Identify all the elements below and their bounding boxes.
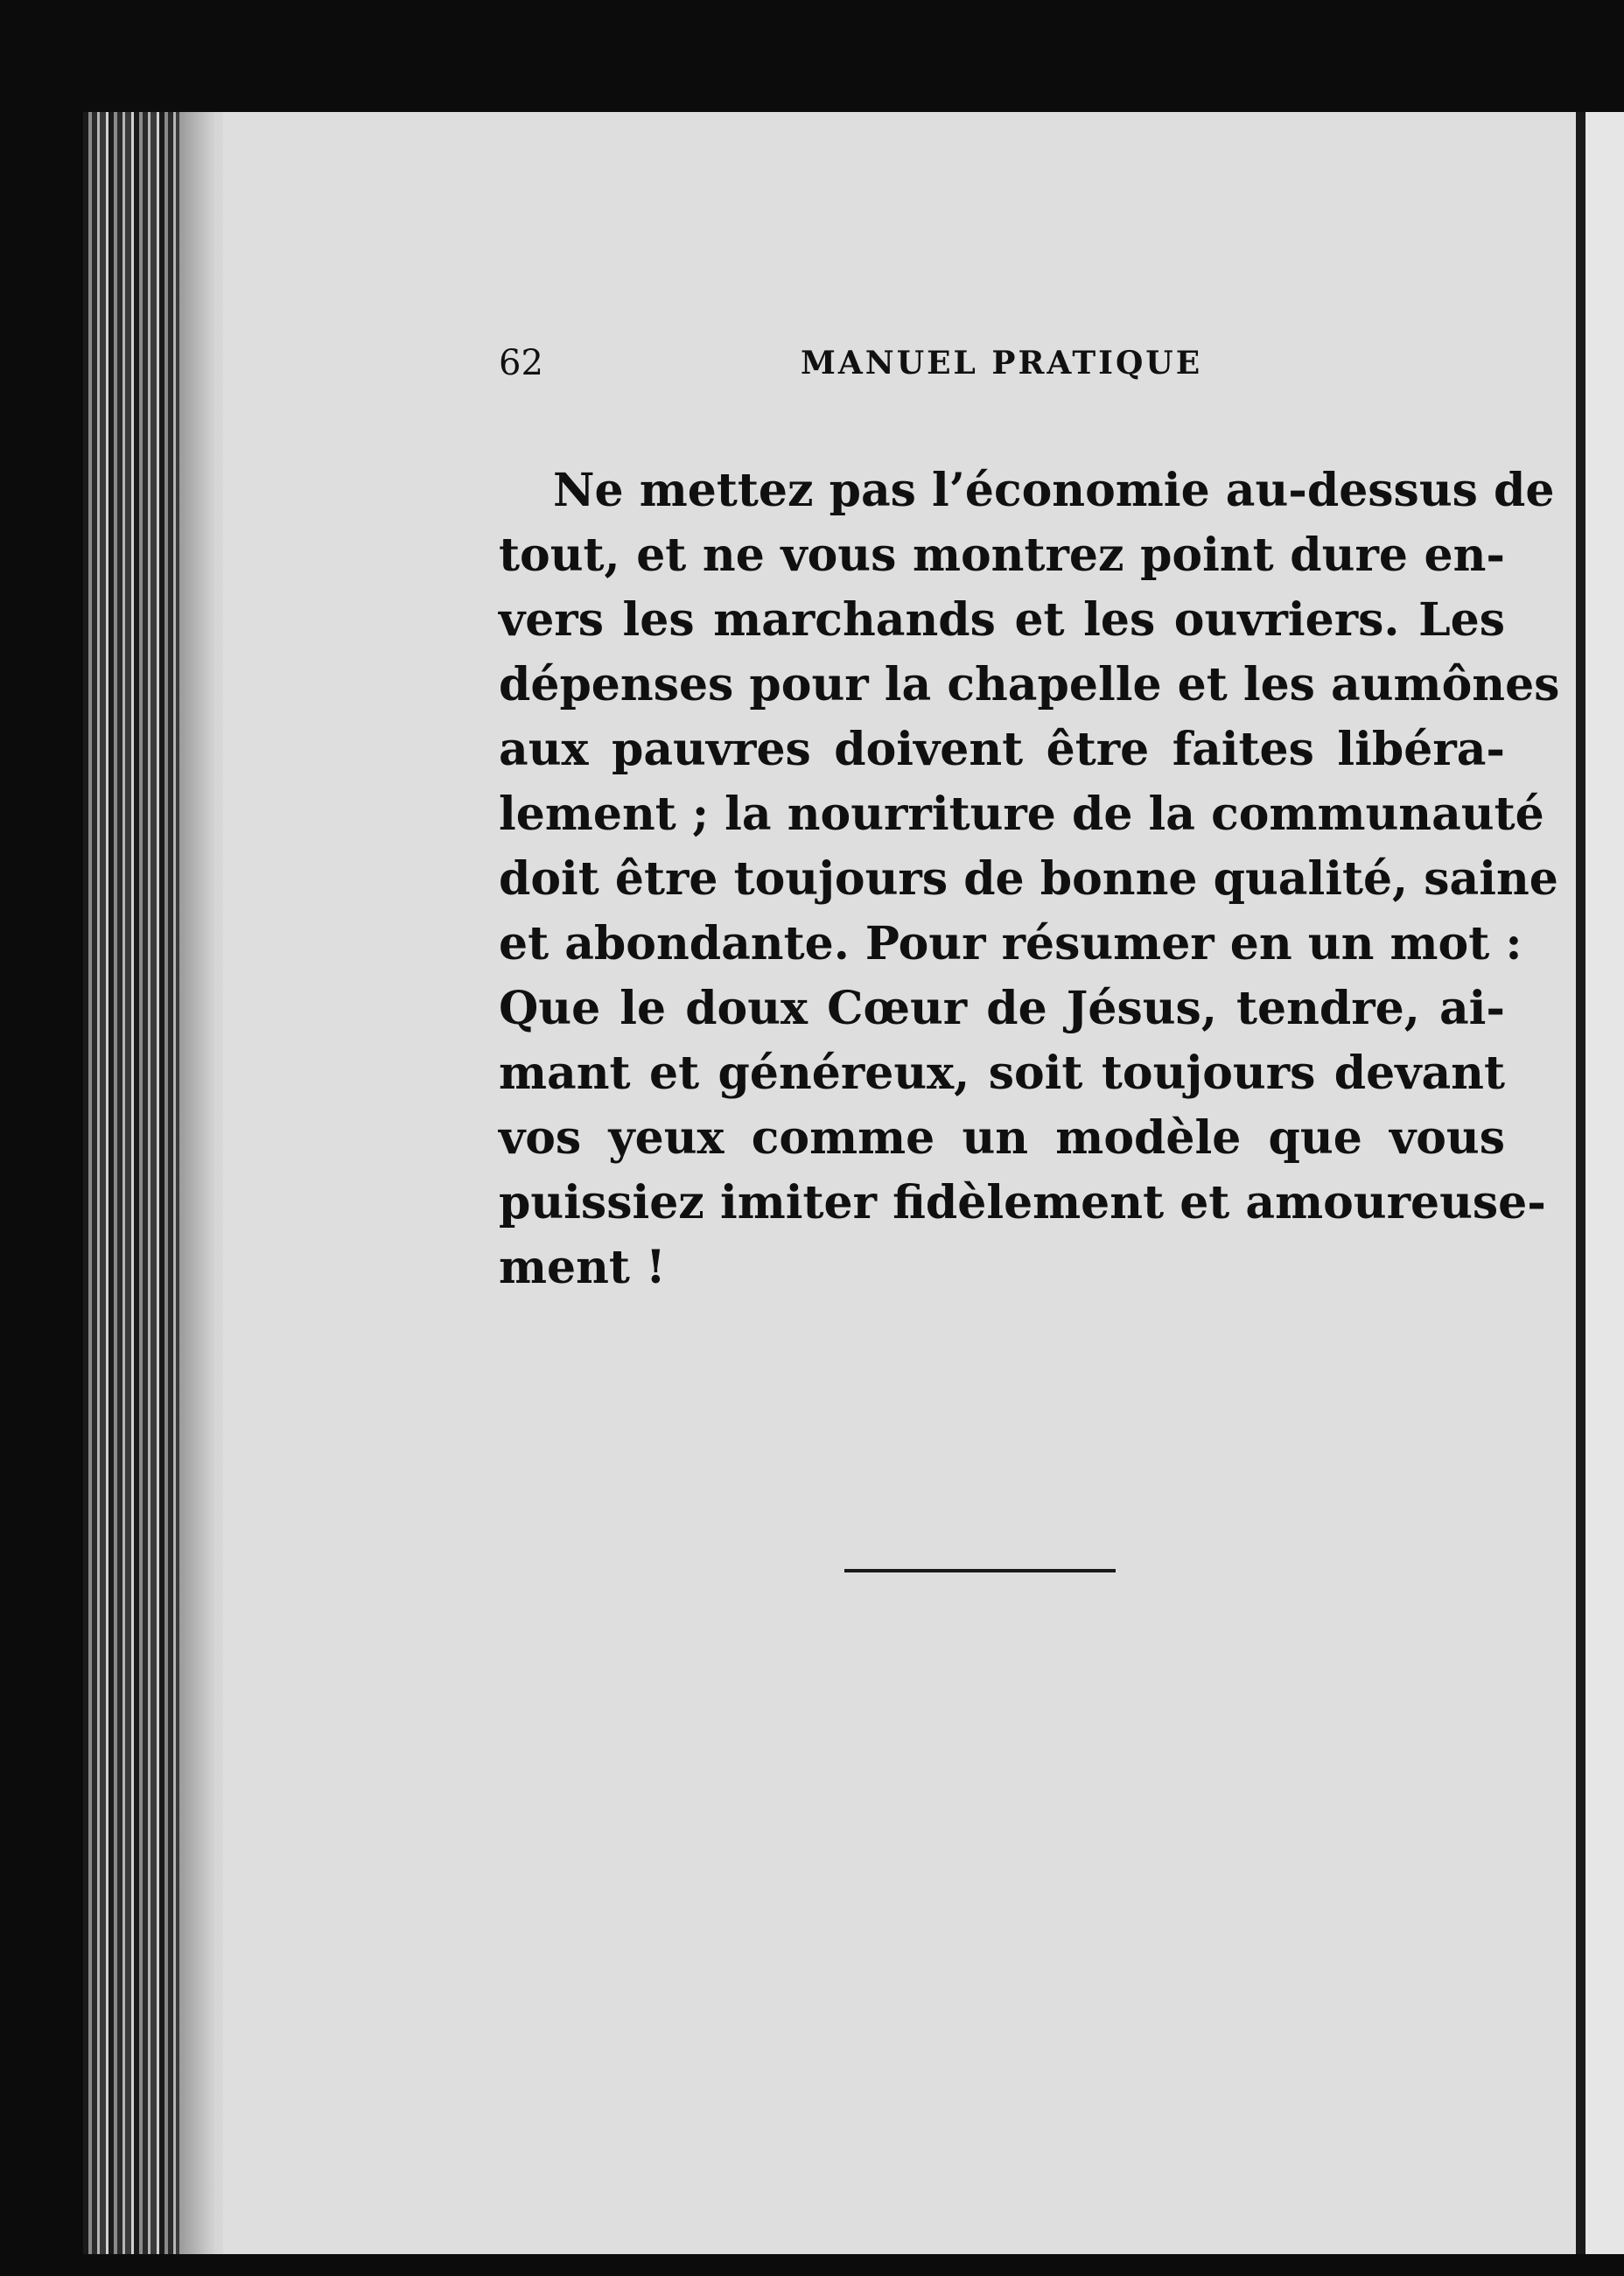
facing-page-edge <box>1586 112 1624 2254</box>
text-line: mant et généreux, soit toujours devant <box>499 1047 1505 1100</box>
text-line: lement ; la nourriture de la communauté <box>499 788 1544 841</box>
book-page-edges <box>83 112 241 2256</box>
text-line: Ne mettez pas l’économie au-dessus de <box>553 464 1555 517</box>
page-number: 62 <box>499 343 543 383</box>
running-title: MANUEL PRATIQUE <box>801 345 1203 382</box>
text-line: dépenses pour la chapelle et les aumônes <box>499 658 1560 711</box>
section-end-rule <box>844 1569 1116 1572</box>
text-line: vos yeux comme un modèle que vous <box>499 1111 1505 1165</box>
text-line: tout, et ne vous montrez point dure en- <box>499 529 1505 582</box>
scan-bottom-border <box>0 2254 1624 2276</box>
page-header <box>499 343 1269 396</box>
text-line: et abondante. Pour résumer en un mot : <box>499 917 1522 970</box>
text-line: ment ! <box>499 1241 666 1294</box>
text-line: Que le doux Cœur de Jésus, tendre, ai- <box>499 982 1505 1035</box>
text-line: doit être toujours de bonne qualité, saine <box>499 852 1558 906</box>
text-line: aux pauvres doivent être faites libéra- <box>499 723 1505 776</box>
body-paragraph <box>499 459 1560 1300</box>
text-line: puissiez imiter fidèlement et amoureuse- <box>499 1176 1546 1229</box>
text-line: vers les marchands et les ouvriers. Les <box>499 593 1505 647</box>
